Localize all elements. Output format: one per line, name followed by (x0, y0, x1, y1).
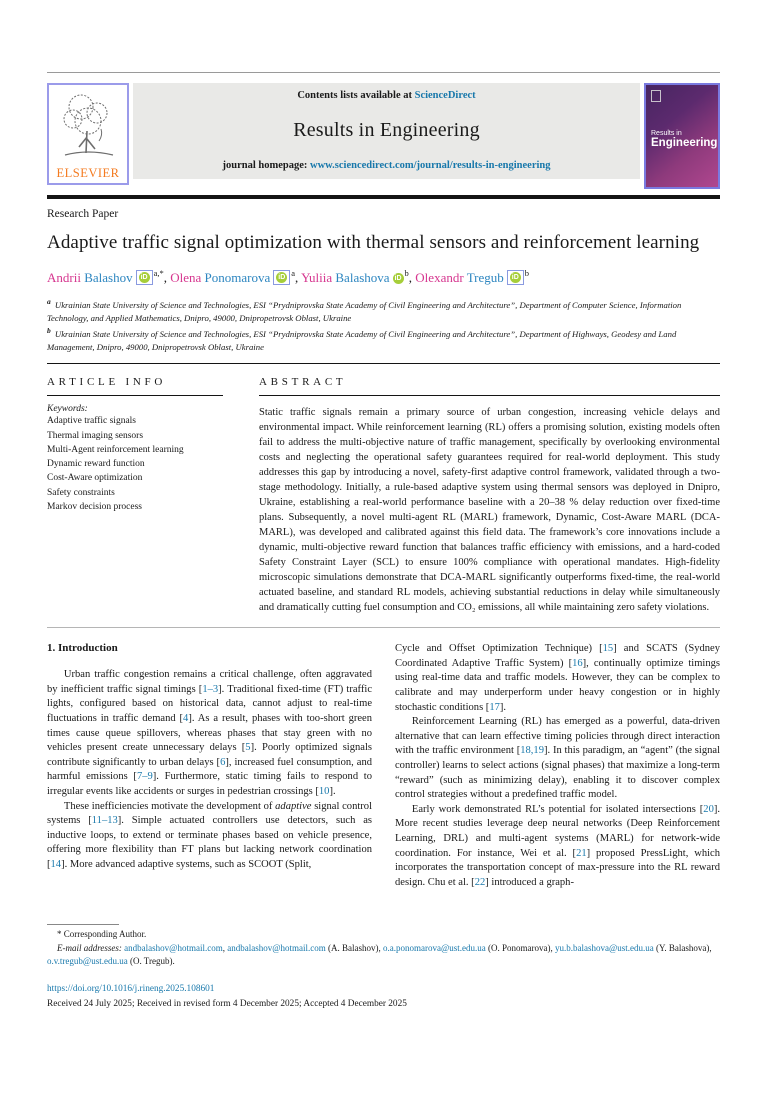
citation-link[interactable]: 15 (602, 643, 614, 655)
affiliation-sup: b (47, 326, 51, 336)
citation-link[interactable]: 6 (220, 756, 226, 768)
citation-link[interactable]: 7–9 (136, 771, 153, 783)
citation-link[interactable]: 10 (318, 786, 330, 798)
keyword-item: Dynamic reward function (47, 459, 145, 470)
keyword-item: Thermal imaging sensors (47, 430, 144, 441)
author: Andrii Balashov iD $^{a,*}$, (47, 268, 171, 286)
orcid-icon[interactable]: iD (278, 274, 286, 282)
homepage-label: journal homepage: (222, 160, 308, 171)
article-body (47, 642, 720, 890)
homepage-line (223, 160, 551, 171)
orcid-link-box[interactable] (507, 270, 524, 285)
article-info-underline (47, 395, 223, 396)
affiliation-sup: a (47, 297, 51, 307)
author-affiliation-sup: a,* (153, 268, 164, 279)
paragraph: Cycle and Offset Optimization Technique) [15] and SCATS (Sydney Coordinated Adaptive Traffic System) [16], continually optimize timings using real-time data and traffic models. However, they can be complex to calibrate and may underperform under heavy congestion or in highly stochastic conditions [17]. (395, 643, 720, 713)
author: Olena Ponomarova iD $^a$, (170, 268, 302, 286)
top-divider (47, 72, 720, 73)
footnote-block (47, 924, 720, 1012)
doi-line (47, 983, 720, 997)
author-last-name[interactable]: Balashova (335, 270, 390, 286)
citation-link[interactable]: 17 (489, 701, 500, 713)
right-paragraphs (395, 642, 720, 890)
info-abstract-section (47, 376, 720, 615)
cover-title-line1: Results in (651, 130, 682, 137)
email-link[interactable]: andbalashov@hotmail.com (124, 942, 223, 953)
paragraph: Reinforcement Learning (RL) has emerged as a powerful, data-driven alternative that can learn effective timing policies through direct interaction with the traffic environment [18,19]. In this paradigm, an “agent” (the signal controller) learns to select actions (signal phases) that maximize a long-term “reward” (such as minimizing delay), enabling it to discover complex control strategies without a predefined traffic model. (395, 716, 721, 801)
author-last-name[interactable]: Tregub (466, 270, 504, 286)
affiliation: b Ukrainian State University of Science and Technologies, ESI “Prydniprovska State Academy of Civil Engineering and Architecture”, Department of Highways, Geodesy and Land Management, Dnipro, 49000, Dnipropetrovsk Oblast, Ukraine (47, 326, 677, 353)
citation-link[interactable]: 1–3 (202, 683, 219, 695)
author-first-name[interactable]: Olexandr (415, 270, 464, 286)
keywords-list (47, 414, 223, 514)
cover-logo-icon (651, 90, 661, 102)
paragraph: Early work demonstrated RL’s potential for isolated intersections [20]. More recent studies leverage deep neural networks (Deep Reinforcement Learning, DRL) and multi-agent systems (MARL) for network-wide coordination. For instance, Wei et al. [21] proposed PressLight, which incorporates the transportation concept of max-pressure into the RL reward design. Chu et al. [22] introduced a graph- (395, 803, 720, 888)
citation-link[interactable]: 22 (474, 876, 486, 888)
contents-prefix: Contents lists available at (297, 90, 412, 101)
journal-banner (133, 83, 640, 179)
author-last-name[interactable]: Balashov (84, 270, 133, 286)
author-last-name[interactable]: Ponomarova (204, 270, 271, 286)
orcid-link-box[interactable] (136, 270, 153, 285)
email-link[interactable]: andbalashov@hotmail.com (227, 942, 326, 953)
citation-link[interactable]: 16 (572, 657, 583, 669)
orcid-link-box[interactable] (273, 270, 290, 285)
article-info-heading: ARTICLE INFO (47, 376, 167, 389)
keyword-item: Safety constraints (47, 487, 115, 498)
doi-link[interactable]: https://doi.org/10.1016/j.rineng.2025.108601 (47, 983, 215, 994)
body-right-column (395, 642, 720, 890)
email-label: E-mail addresses: (57, 942, 122, 953)
elsevier-logo[interactable] (47, 83, 129, 185)
affiliation: a Ukrainian State University of Science and Technologies, ESI “Prydniprovska State Academy of Civil Engineering and Architecture”, Department of Computer Science, Information Technology, and Applied Mathematics, Dnipro, 49000, Dnipropetrovsk Oblast, Ukraine (47, 297, 682, 324)
citation-link[interactable]: 5 (245, 742, 251, 754)
email-link[interactable]: o.a.ponomarova@ust.edu.ua (382, 942, 486, 953)
footnote-divider (47, 924, 119, 925)
citation-link[interactable]: 4 (183, 713, 189, 725)
journal-article-page (0, 72, 767, 1096)
article-type-label: Research Paper (47, 208, 119, 220)
abstract-bottom-divider (47, 627, 720, 628)
body-left-column (47, 642, 372, 890)
introduction-heading: 1. Introduction (47, 642, 118, 655)
paragraph: Urban traffic congestion remains a critical challenge, often aggravated by inefficient traffic signal timings [1–3]. Traditional fixed-time (FT) traffic lights, configured based on historical data, cannot adjust to real-time fluctuations in traffic demand [4]. As a result, phases with too-short green times cause queue spillovers, whereas phases that stay green with no vehicles present create unnecessary delays [5]. Poorly optimized signals contribute significantly to urban delays [6], increased fuel consumption, and harmful emissions [7–9]. Furthermore, static timing fails to respond to irregular events like accidents or surges in pedestrian crossings [10]. (47, 669, 373, 798)
email-link[interactable]: yu.b.balashova@ust.edu.ua (555, 942, 654, 953)
journal-title: Results in Engineering (293, 119, 480, 141)
article-history-line: Received 24 July 2025; Received in revised form 4 December 2025; Accepted 4 December 2025 (47, 999, 407, 1010)
elsevier-wordmark: ELSEVIER (56, 165, 120, 180)
orcid-icon[interactable]: iD (394, 275, 402, 283)
citation-link[interactable]: 14 (50, 858, 62, 870)
keyword-item: Cost-Aware optimization (47, 473, 143, 484)
header-divider (47, 195, 720, 199)
abstract-heading: ABSTRACT (259, 376, 347, 389)
keywords-label: Keywords: (47, 404, 88, 415)
article-title: Adaptive traffic signal optimization with thermal sensors and reinforcement learning (47, 232, 700, 253)
author-first-name[interactable]: Andrii (47, 270, 81, 286)
journal-cover-thumbnail[interactable] (644, 83, 720, 189)
info-section-divider (47, 363, 720, 364)
author (415, 270, 529, 285)
citation-link[interactable]: 20 (703, 803, 714, 815)
journal-header (47, 83, 720, 189)
cover-title-line2: Engineering (651, 137, 718, 149)
citation-link[interactable]: 11–13 (91, 815, 118, 827)
author-first-name[interactable]: Olena (170, 270, 202, 286)
author-list (47, 268, 720, 286)
author-affiliation-sup: b (524, 268, 530, 279)
orcid-link[interactable] (393, 270, 404, 285)
corresponding-author-text: Corresponding Author. (63, 929, 147, 939)
affiliation-list (47, 296, 720, 354)
paragraph: These inefficiencies motivate the development of adaptive signal control systems [11–13]. Simple actuated controllers use detectors, such as inductive loops, to extend or terminate phases based on vehicle presence, offering more flexibility than FT plans but lacking network coordination [14]. More advanced adaptive systems, such as SCOOT (Split, (47, 800, 373, 870)
author-first-name[interactable]: Yuliia (301, 270, 333, 286)
homepage-link[interactable]: www.sciencedirect.com/journal/results-in-engineering (310, 160, 551, 171)
author-affiliation-sup: a (291, 268, 296, 279)
orcid-icon[interactable]: iD (511, 274, 519, 282)
left-paragraphs (47, 668, 372, 872)
contents-line (297, 90, 475, 101)
asterisk-marker: * (57, 929, 62, 939)
article-info-column (47, 376, 223, 615)
sciencedirect-link[interactable]: ScienceDirect (414, 90, 476, 101)
abstract-text: Static traffic signals remain a primary source of urban congestion, increasing vehicle delays and environmental impact. While reinforcement learning (RL) offers a promising solution, existing models often fail to address the multi-objective nature of traffic management, specifically by overlooking environmental costs and neglecting the operational safety guarantees required for real-world deployment. This study addresses this gap by introducing a novel, safety-first adaptive control framework, validated through a two-stage methodology. Initially, a rule-based adaptive system using thermal sensors was deployed in Dnipro, Ukraine, establishing a real-world performance baseline with a 20–38 % delay reduction over fixed-time plans. Subsequently, a novel multi-agent RL (MARL) framework, Dynamic, Cost-Aware MARL (DCA-MARL), was developed and calibrated against this field data. The framework’s core innovations include a dynamic, multi-objective reward function that balances traffic efficiency with emissions, and a hard-coded Safety Constraint Layer (SCL) to ensure 100% compliance with operational mandates. High-fidelity microscopic simulations demonstrate that DCA-MARL significantly outperforms fixed-time, the real-world actuated baseline, and standard RL models, achieving substantial reductions in delay while simultaneously and dramatically cutting fuel consumption and CO₂ emissions, all while maintaining zero safety violations. (259, 407, 720, 614)
abstract-column (259, 376, 720, 615)
abstract-underline (259, 395, 720, 396)
author-affiliation-sup: b (404, 268, 409, 279)
keyword-item: Markov decision process (47, 501, 142, 512)
author: Yuliia Balashova $iD^b$, (301, 268, 416, 286)
keyword-item: Multi-Agent reinforcement learning (47, 444, 184, 455)
email-link[interactable]: o.v.tregub@ust.edu.ua (47, 956, 128, 966)
orcid-icon[interactable]: iD (140, 274, 148, 282)
citation-link[interactable]: 21 (576, 847, 587, 859)
elsevier-tree-icon (51, 87, 125, 167)
corresponding-author-note (47, 928, 720, 942)
keyword-item: Adaptive traffic signals (47, 416, 136, 427)
email-addresses-line: E-mail addresses: andbalashov@hotmail.com, andbalashov@hotmail.com (A. Balashov), o.a.ponomarova@ust.edu.ua (O. Ponomarova), yu.b.balashova@ust.edu.ua (Y. Balashova), o.v.tregub@ust.edu.ua (O. Tregub). (47, 942, 712, 966)
citation-link[interactable]: 18,19 (520, 745, 544, 757)
